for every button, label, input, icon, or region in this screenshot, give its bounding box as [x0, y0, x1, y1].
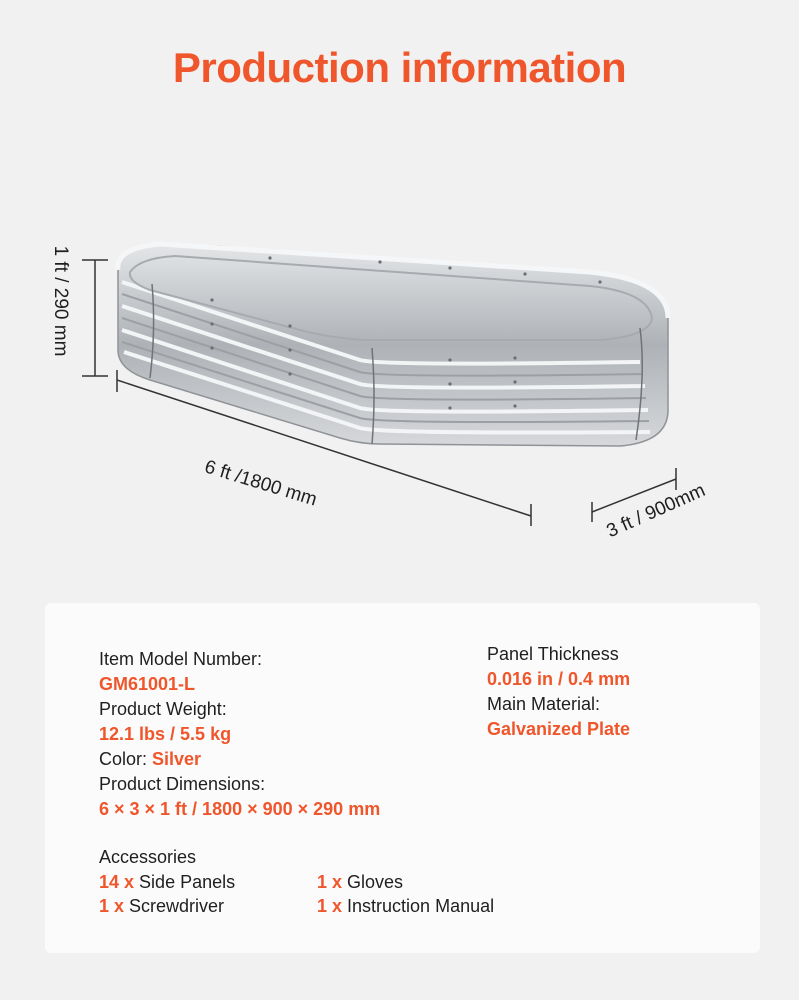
color-row [99, 747, 380, 772]
accessory-item [99, 870, 235, 895]
panel-thickness-value: 0.016 in / 0.4 mm [487, 669, 631, 689]
accessory-item [317, 894, 494, 919]
page-title: Production information [172, 44, 627, 91]
accessory-name: Side Panels [134, 872, 236, 892]
accessory-qty: 1 x [99, 896, 125, 916]
accessory-qty: 14 x [99, 872, 135, 892]
product-dimensions-label: Product Dimensions: [99, 774, 266, 794]
accessories-heading: Accessories [99, 847, 197, 867]
accessory-qty: 1 x [317, 896, 343, 916]
model-number-label: Item Model Number: [99, 649, 263, 669]
color-label: Color: [99, 749, 153, 769]
spec-left-column [99, 647, 380, 822]
product-weight-value: 12.1 lbs / 5.5 kg [99, 724, 232, 744]
color-value: Silver [152, 749, 202, 769]
accessory-item [99, 894, 224, 919]
height-dimension-line [82, 260, 108, 376]
accessory-qty: 1 x [317, 872, 343, 892]
product-weight-label: Product Weight: [99, 699, 227, 719]
accessory-name: Instruction Manual [342, 896, 495, 916]
length-dimension-label: 6 ft /1800 mm [202, 456, 320, 511]
accessory-name: Screwdriver [124, 896, 225, 916]
spec-right-column [487, 642, 630, 742]
main-material-value: Galvanized Plate [487, 719, 631, 739]
panel-thickness-label: Panel Thickness [487, 644, 619, 664]
accessory-item [317, 870, 403, 895]
accessory-name: Gloves [342, 872, 404, 892]
product-dimensions-value: 6 × 3 × 1 ft / 1800 × 900 × 290 mm [99, 799, 381, 819]
model-number-value: GM61001-L [99, 674, 196, 694]
main-material-label: Main Material: [487, 694, 601, 714]
width-dimension-label: 3 ft / 900mm [603, 479, 709, 543]
height-dimension-label: 1 ft / 290 mm [50, 245, 71, 357]
raised-garden-bed-image [0, 210, 799, 570]
